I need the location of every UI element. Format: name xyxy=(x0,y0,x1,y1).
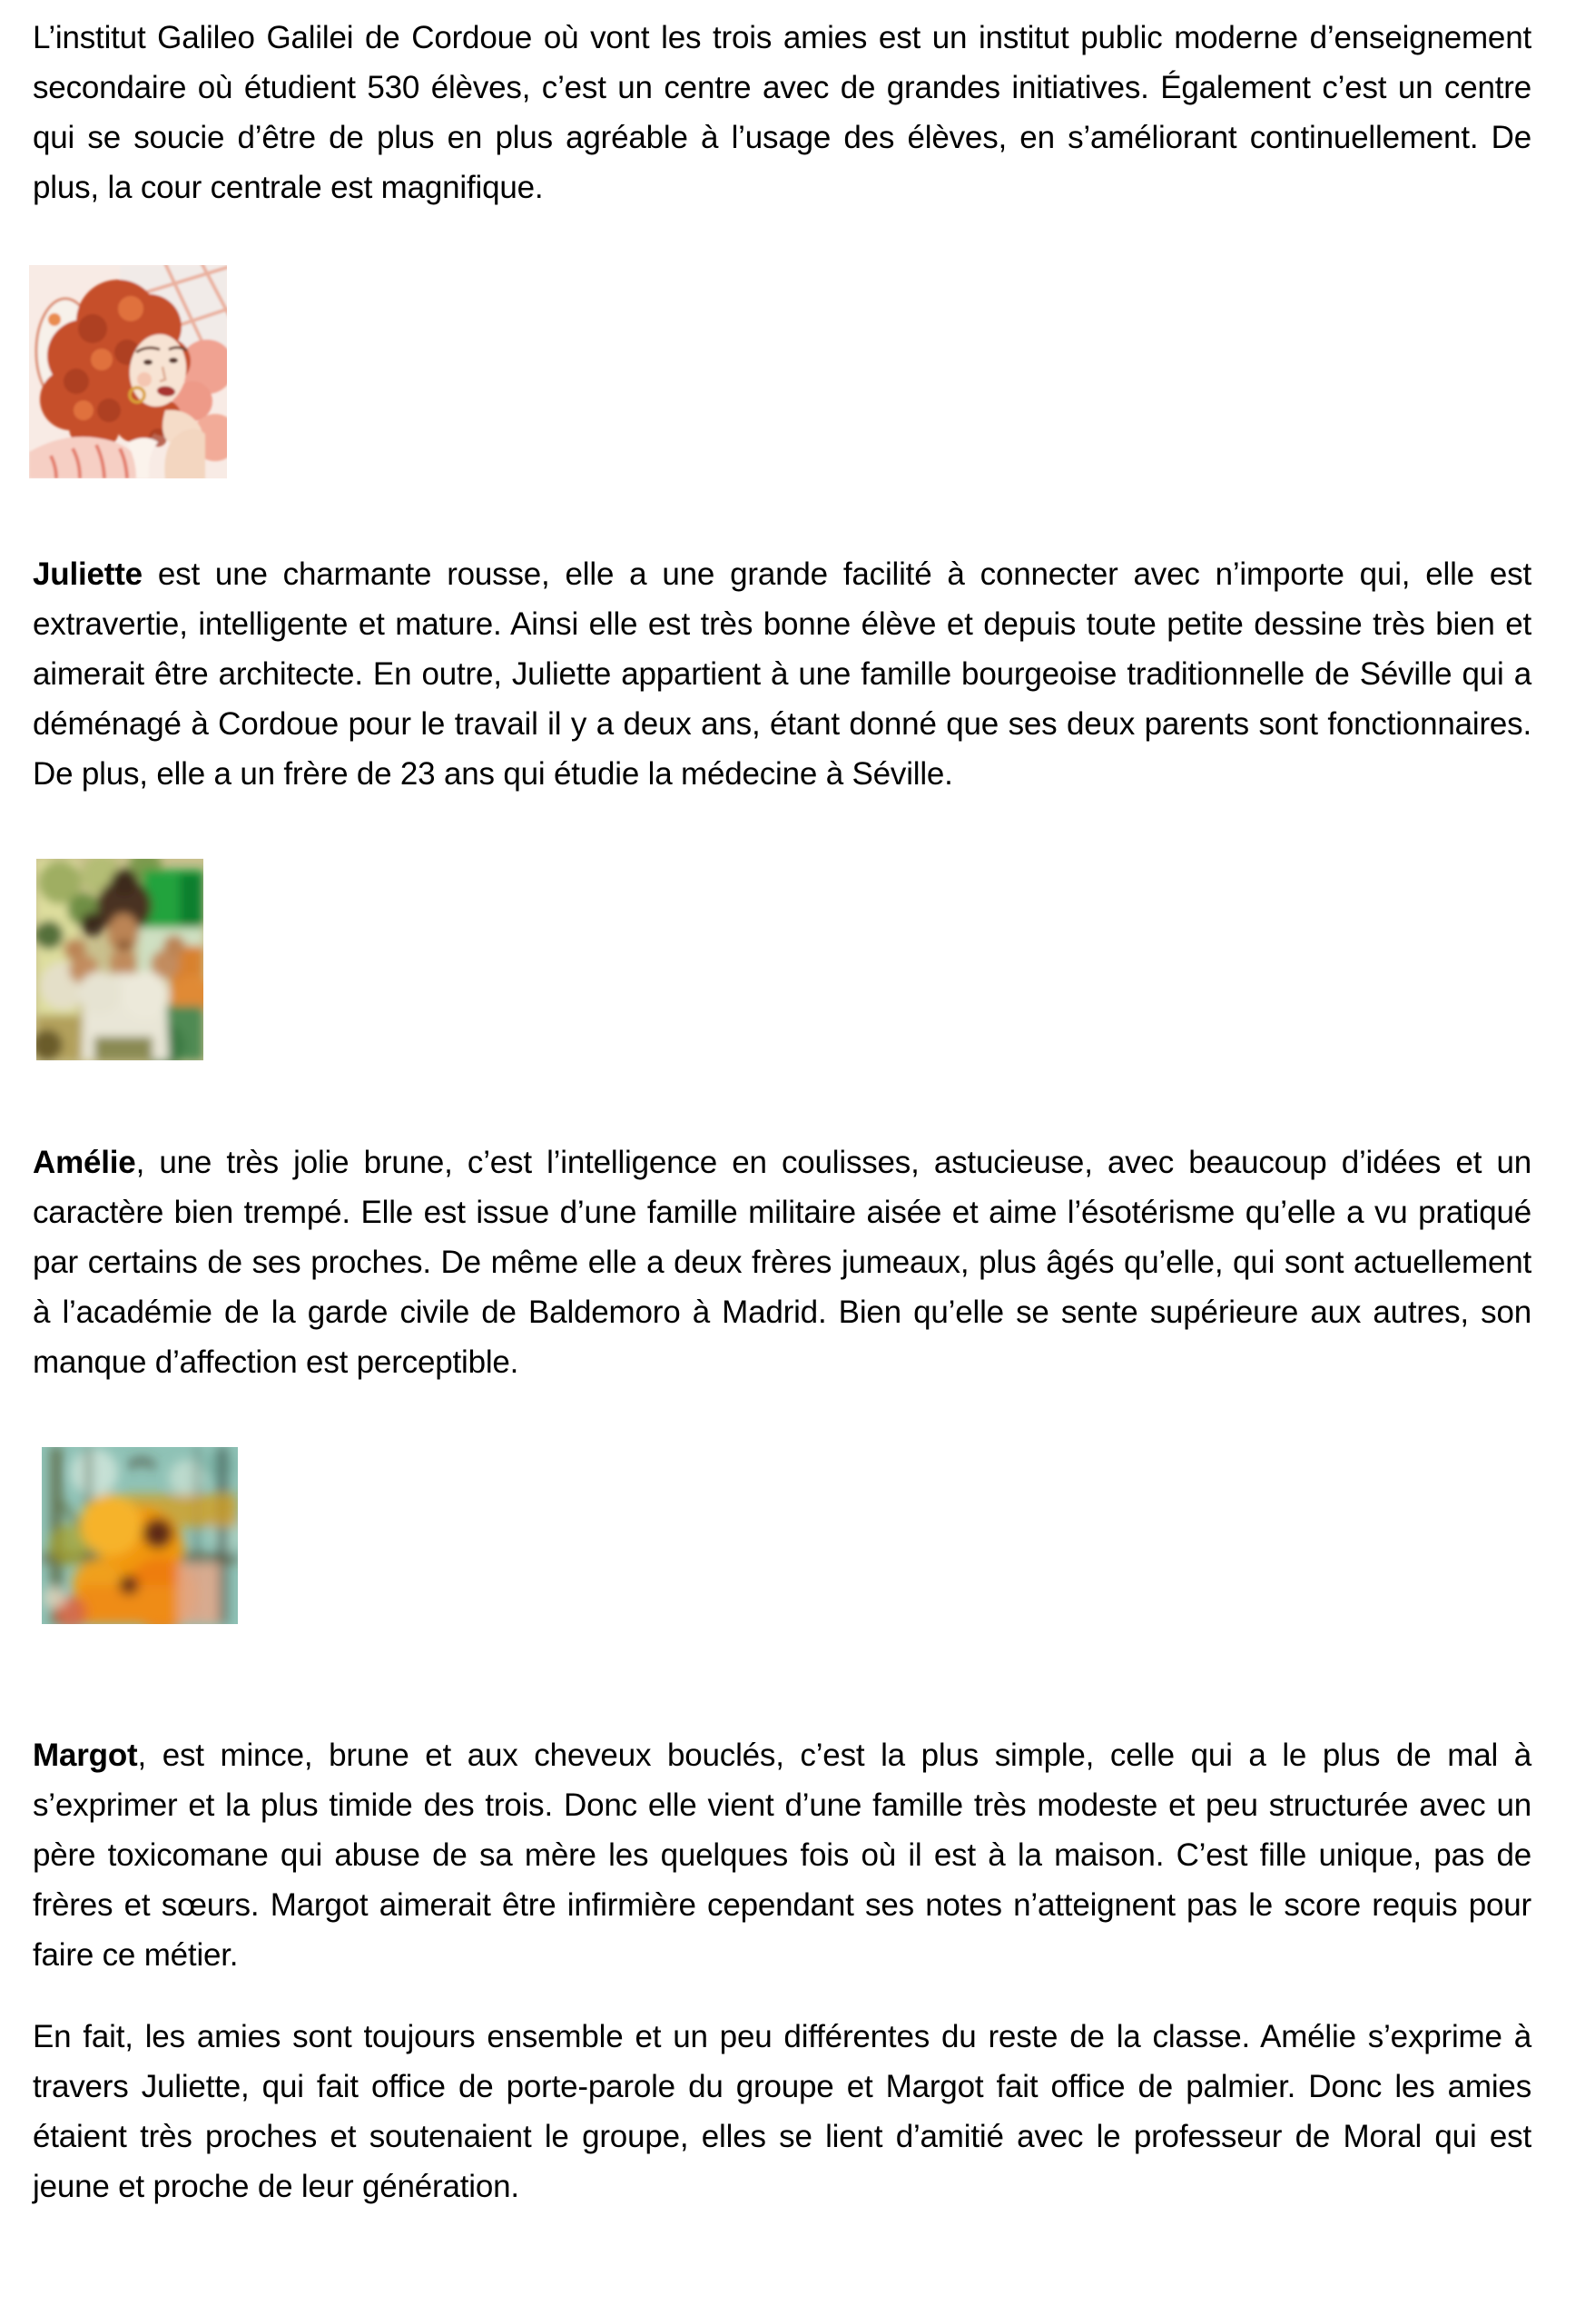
intro-text: L’institut Galileo Galilei de Cordoue où vont les trois amies est un institut public moderne d’enseignement secondaire où étudient 530 élèves, c’est un centre avec de grandes initiatives. Également c’est un centre qui se soucie d’être de plus en plus agréable à l’usage des élèves, en s’améliorant continuellement. De plus, la cour centrale est magnifique. xyxy=(33,20,1531,205)
intro-paragraph xyxy=(33,13,1531,212)
juliette-portrait-illustration xyxy=(29,265,227,478)
margot-name-bold: Margot xyxy=(33,1738,138,1773)
margot-image xyxy=(42,1447,1531,1624)
juliette-name-bold: Juliette xyxy=(33,556,143,592)
juliette-text: est une charmante rousse, elle a une grande facilité à connecter avec n’importe qui, elle est extravertie, intelligente et mature. Ainsi elle est très bonne élève et depuis toute petite dessine très bien et aimerait être architecte. En outre, Juliette appartient à une famille bourgeoise traditionnelle de Séville qui a déménagé à Cordoue pour le travail il y a deux ans, étant donné que ses deux parents sont fonctionnaires. De plus, elle a un frère de 23 ans qui étudie la médecine à Séville. xyxy=(33,556,1531,792)
amelie-photo xyxy=(36,859,203,1060)
amelie-text: , une très jolie brune, c’est l’intelligence en coulisses, astucieuse, avec beaucoup d’idées et un caractère bien trempé. Elle est issue d’une famille militaire aisée et aime l’ésotérisme qu’elle a vu pratiqué par certains de ses proches. De même elle a deux frères jumeaux, plus âgés qu’elle, qui sont actuellement à l’académie de la garde civile de Baldemoro à Madrid. Bien qu’elle se sente supérieure aux autres, son manque d’affection est perceptible. xyxy=(33,1145,1531,1380)
margot-paragraph xyxy=(33,1730,1531,1980)
amelie-name-bold: Amélie xyxy=(33,1145,136,1180)
margot-photo xyxy=(42,1447,238,1624)
juliette-image xyxy=(29,265,1531,478)
conclusion-text: En fait, les amies sont toujours ensemble et un peu différentes du reste de la classe. Amélie s’exprime à travers Juliette, qui fait office de porte-parole du groupe et Margot fait office de palmier. Donc les amies étaient très proches et soutenaient le groupe, elles se lient d’amitié avec le professeur de Moral qui est jeune et proche de leur génération. xyxy=(33,2019,1531,2204)
amelie-paragraph xyxy=(33,1137,1531,1387)
amelie-image xyxy=(36,859,1531,1060)
conclusion-paragraph xyxy=(33,2012,1531,2211)
margot-text: , est mince, brune et aux cheveux bouclés, c’est la plus simple, celle qui a le plus de mal à s’exprimer et la plus timide des trois. Donc elle vient d’une famille très modeste et peu structurée avec un père toxicomane qui abuse de sa mère les quelques fois où il est à la maison. C’est fille unique, pas de frères et sœurs. Margot aimerait être infirmière cependant ses notes n’atteignent pas le score requis pour faire ce métier. xyxy=(33,1738,1531,1973)
juliette-paragraph xyxy=(33,549,1531,799)
